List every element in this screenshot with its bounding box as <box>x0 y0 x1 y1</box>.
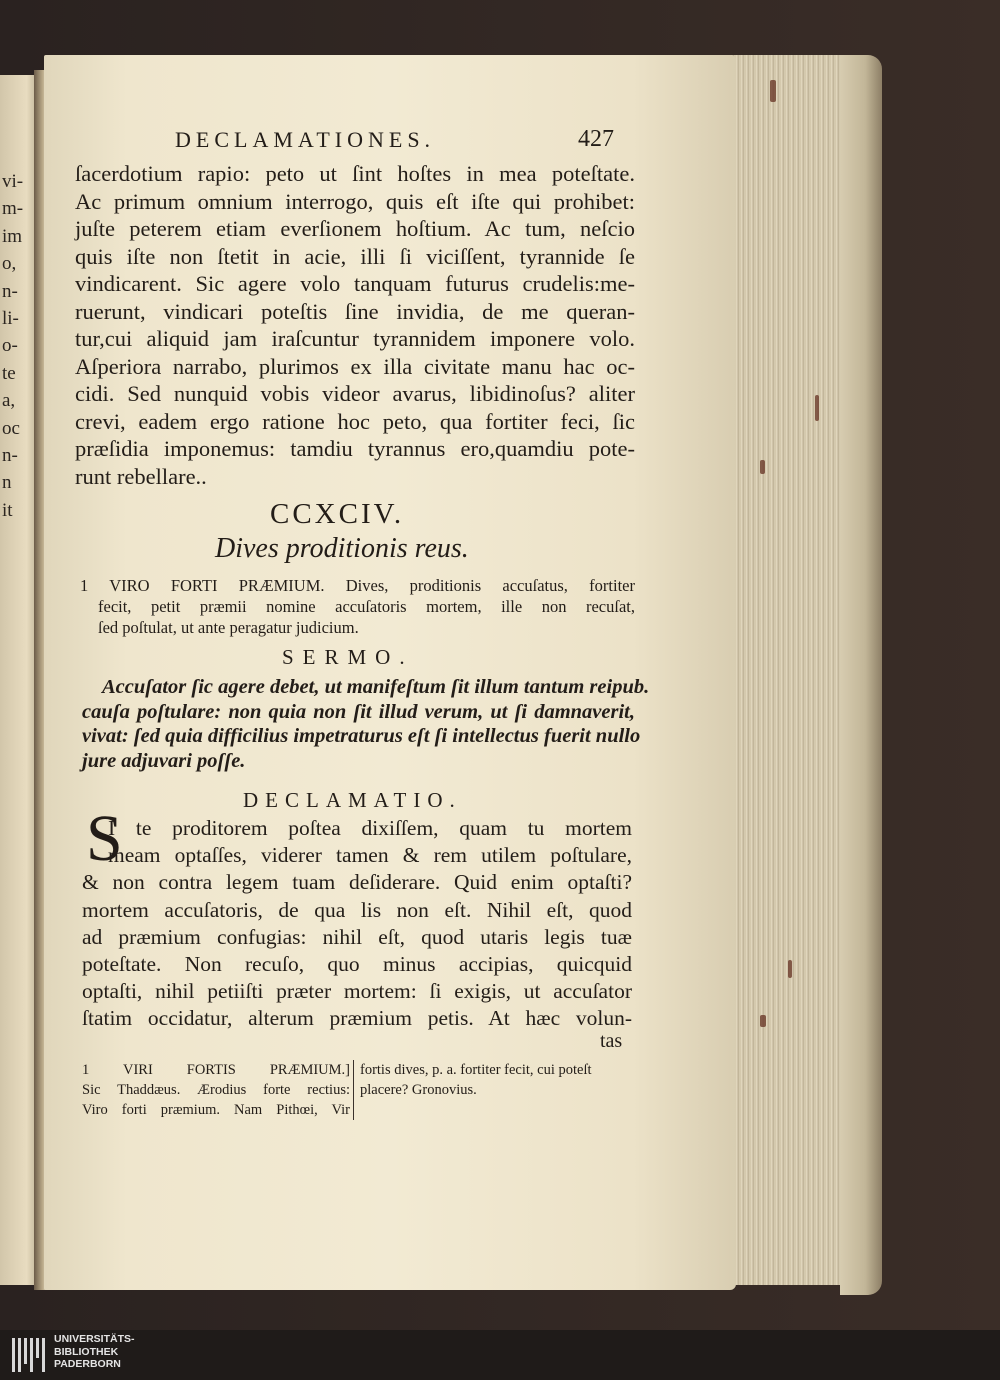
text-line: vindicarent. Sic agere volo tanquam futurus crudelis:me- <box>75 271 635 296</box>
fragment-line: o, <box>2 253 17 275</box>
sermo-line: Accuſator ſic agere debet, ut manifeſtum ſit illum tantum reipub. <box>102 676 650 698</box>
fragment-line: te <box>2 362 16 384</box>
footnote-line: Viro forti præmium. Nam Pithœi, Vir <box>82 1102 350 1118</box>
fragment-line: oc <box>2 417 20 439</box>
argument-text <box>80 575 635 638</box>
previous-page-fragments <box>2 168 36 524</box>
declamatio-line: ad præmium confugias: nihil eſt, quod utaris legis tuæ <box>82 924 632 949</box>
sermo-line: vivat: ſed quia difficilius impetraturus eſt ſi intellectus fuerit nullo <box>82 725 641 747</box>
footnote-line: 1 VIRI FORTIS PRÆMIUM.] <box>82 1062 350 1078</box>
library-footer <box>0 1330 1000 1380</box>
sermo-line: cauſa poſtulare: non quia non ſit illud verum, ut ſi damnaverit, <box>82 700 635 723</box>
section-number: CCXCIV. <box>270 498 405 530</box>
declamatio-line: mortem accuſatoris, de qua lis non eſt. Nihil eſt, quod <box>82 897 632 922</box>
stain-mark <box>760 1015 766 1027</box>
argument-line: 1 VIRO FORTI PRÆMIUM. Dives, proditionis accuſatus, fortiter <box>80 576 635 595</box>
text-line: quis iſte non ſtetit in acie, illi ſi viciſſent, tyrannide ſe <box>75 243 635 269</box>
text-line: juſte peterem etiam everſionem hoſtium. Ac tum, neſcio <box>75 216 635 241</box>
argument-line: fecit, petit præmii nomine accuſatoris mortem, ille non recuſat, <box>98 597 635 616</box>
fragment-line: vi- <box>2 171 24 192</box>
stain-mark <box>815 395 819 421</box>
argument-line: ſed poſtulat, ut ante peragatur judicium. <box>98 618 359 637</box>
catchword: tas <box>600 1030 623 1052</box>
fragment-line: im <box>2 225 23 247</box>
footnote-line: placere? Gronovius. <box>360 1082 477 1098</box>
text-line: ruerunt, vindicari poteſtis ſine invidia, de me queran- <box>75 298 635 324</box>
declamatio-line: I te proditorem poſtea dixiſſem, quam tu mortem <box>108 816 632 840</box>
running-head: DECLAMATIONES. <box>175 127 436 152</box>
fragment-line: it <box>2 499 13 521</box>
library-name-line: BIBLIOTHEK <box>54 1345 119 1358</box>
stain-mark <box>788 960 792 978</box>
footnote-column-right <box>360 1060 635 1100</box>
book-cover-edge <box>840 55 882 1295</box>
fragment-line: n- <box>2 444 18 466</box>
fragment-line: li- <box>2 307 19 329</box>
declamatio-text <box>82 815 632 1033</box>
declamatio-line: poteſtate. Non recuſo, quo minus accipias, quicquid <box>82 951 632 976</box>
library-name-line: UNIVERSITÄTS- <box>54 1333 135 1345</box>
fragment-line: n- <box>2 280 18 302</box>
body-text <box>75 160 635 490</box>
sermo-heading: SERMO. <box>282 645 414 669</box>
section-title: Dives proditionis reus. <box>215 533 469 564</box>
library-name <box>54 1333 135 1371</box>
declamatio-heading: DECLAMATIO. <box>243 788 462 812</box>
text-line: crevi, eadem ergo ratione hoc peto, qua fortiter feci, ſic <box>75 408 635 434</box>
footnote-column-left <box>82 1060 350 1120</box>
text-line: Aſperiora narrabo, plurimos ex illa civitate manu hac oc- <box>75 353 635 379</box>
drop-cap-initial: S <box>86 802 123 875</box>
footnote-line: Sic Thaddæus. Ærodius forte rectius: <box>82 1082 350 1098</box>
declamatio-line: & non contra legem tuam deſiderare. Quid enim optaſti? <box>82 870 632 895</box>
fragment-line: o- <box>2 335 18 357</box>
fragment-line: n <box>2 472 12 494</box>
text-line: cidi. Sed nunquid vobis videor avarus, libidinoſus? aliter <box>75 381 635 406</box>
text-line: Ac primum omnium interrogo, quis eſt iſte qui prohibet: <box>75 188 635 214</box>
declamatio-line: meam optaſſes, viderer tamen & rem utilem poſtulare, <box>108 843 632 868</box>
footnote-divider <box>353 1060 354 1120</box>
declamatio-line: ſtatim occidatur, alterum præmium petis. At hæc volun- <box>82 1006 632 1031</box>
text-line: runt rebellare.. <box>75 463 207 489</box>
page-number: 427 <box>578 126 614 152</box>
fragment-line: m- <box>2 198 24 220</box>
footnote-line: fortis dives, p. a. fortiter fecit, cui poteſt <box>360 1062 592 1078</box>
library-name-line: PADERBORN <box>54 1358 121 1370</box>
library-logo-icon <box>12 1338 48 1372</box>
stain-mark <box>770 80 776 102</box>
text-line: ſacerdotium rapio: peto ut ſint hoſtes in mea poteſtate. <box>75 161 635 186</box>
declamatio-line: optaſti, nihil petiiſti præter mortem: ſi exigis, ut accuſator <box>82 979 632 1004</box>
text-line: tur,cui aliquid jam iraſcuntur tyrannidem imponere volo. <box>75 326 635 351</box>
stain-mark <box>760 460 765 474</box>
fragment-line: a, <box>2 390 16 412</box>
text-line: præſidia imponemus: tamdiu tyrannus ero,quamdiu pote- <box>75 436 635 461</box>
sermo-line: jure adjuvari poſſe. <box>82 749 246 772</box>
sermo-text <box>82 675 650 773</box>
